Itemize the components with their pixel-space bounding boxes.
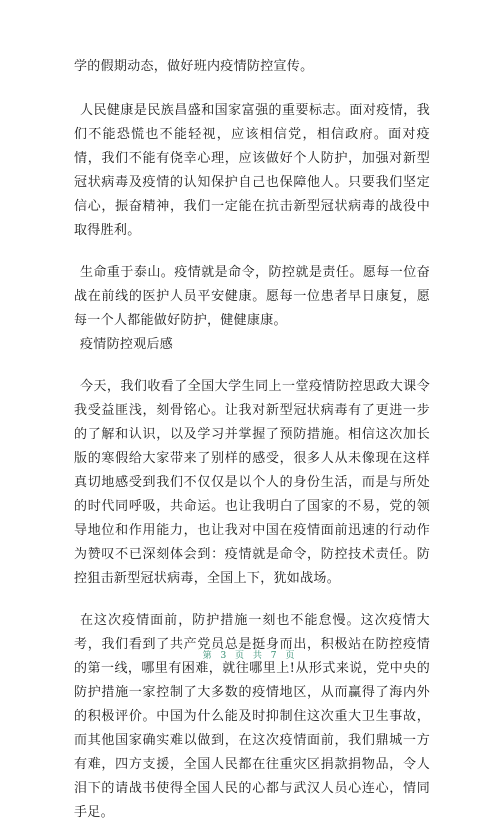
paragraph-life: 生命重于泰山。疫情就是命令，防控就是责任。愿每一位奋战在前线的医护人员平安健康。愿每一位患者早日康复，愿每一个人都能做好防护，健健康康。 — [74, 265, 430, 328]
paragraph-measures: 在这次疫情面前，防护措施一刻也不能怠慢。这次疫情大考，我们看到了共产党员总是挺身而出，积极站在防控疫情的第一线，哪里有困难，就往哪里上!从形式来说，党中央的防护措施一家控制了大多数的疫情地区，从而赢得了海内外的积极评价。中国为什么能及时抑制住这次重大卫生事故，而其他国家确实难以做到，在这次疫情面前，我们鼎城一方有难，四方支援，全国人民都在往重灾区捐款捐物品，令人泪下的请战书使得全国人民的心都与武汉人员心连心，情同手足。 — [74, 613, 430, 820]
paragraph-today: 今天，我们收看了全国大学生同上一堂疫情防控思政大课令我受益匪浅，刻骨铭心。让我对新型冠状病毒有了更进一步的了解和认识，以及学习并掌握了预防措施。相信这次加长版的寒假给大家带来了别样的感受，很多人从未像现在这样真切地感受到我们不仅仅是以个人的身份生活，而是与所处的时代同呼吸，共命运。也让我明白了国家的不易，党的领导地位和作用能力，也让我对中国在疫情面前迅速的行动作为赞叹不已深刻体会到：疫情就是命令，防控技术责任。防控狙击新型冠状病毒，全国上下，犹如战场。 — [74, 379, 430, 586]
paragraph-continuation: 学的假期动态，做好班内疫情防控宣传。 — [74, 59, 314, 74]
page-footer: 第 3 页 共 7 页 — [202, 651, 298, 661]
document-body — [74, 55, 430, 825]
section-heading: 疫情防控观后感 — [80, 337, 174, 352]
paragraph-health: 人民健康是民族昌盛和国家富强的重要标志。面对疫情，我们不能恐慌也不能轻视，应该相信党，相信政府。面对疫情，我们不能有侥幸心理，应该做好个人防护，加强对新型冠状病毒及疫情的认知保护自己也保障他人。只要我们坚定信心，振奋精神，我们一定能在抗击新型冠状病毒的战役中取得胜利。 — [74, 103, 430, 238]
